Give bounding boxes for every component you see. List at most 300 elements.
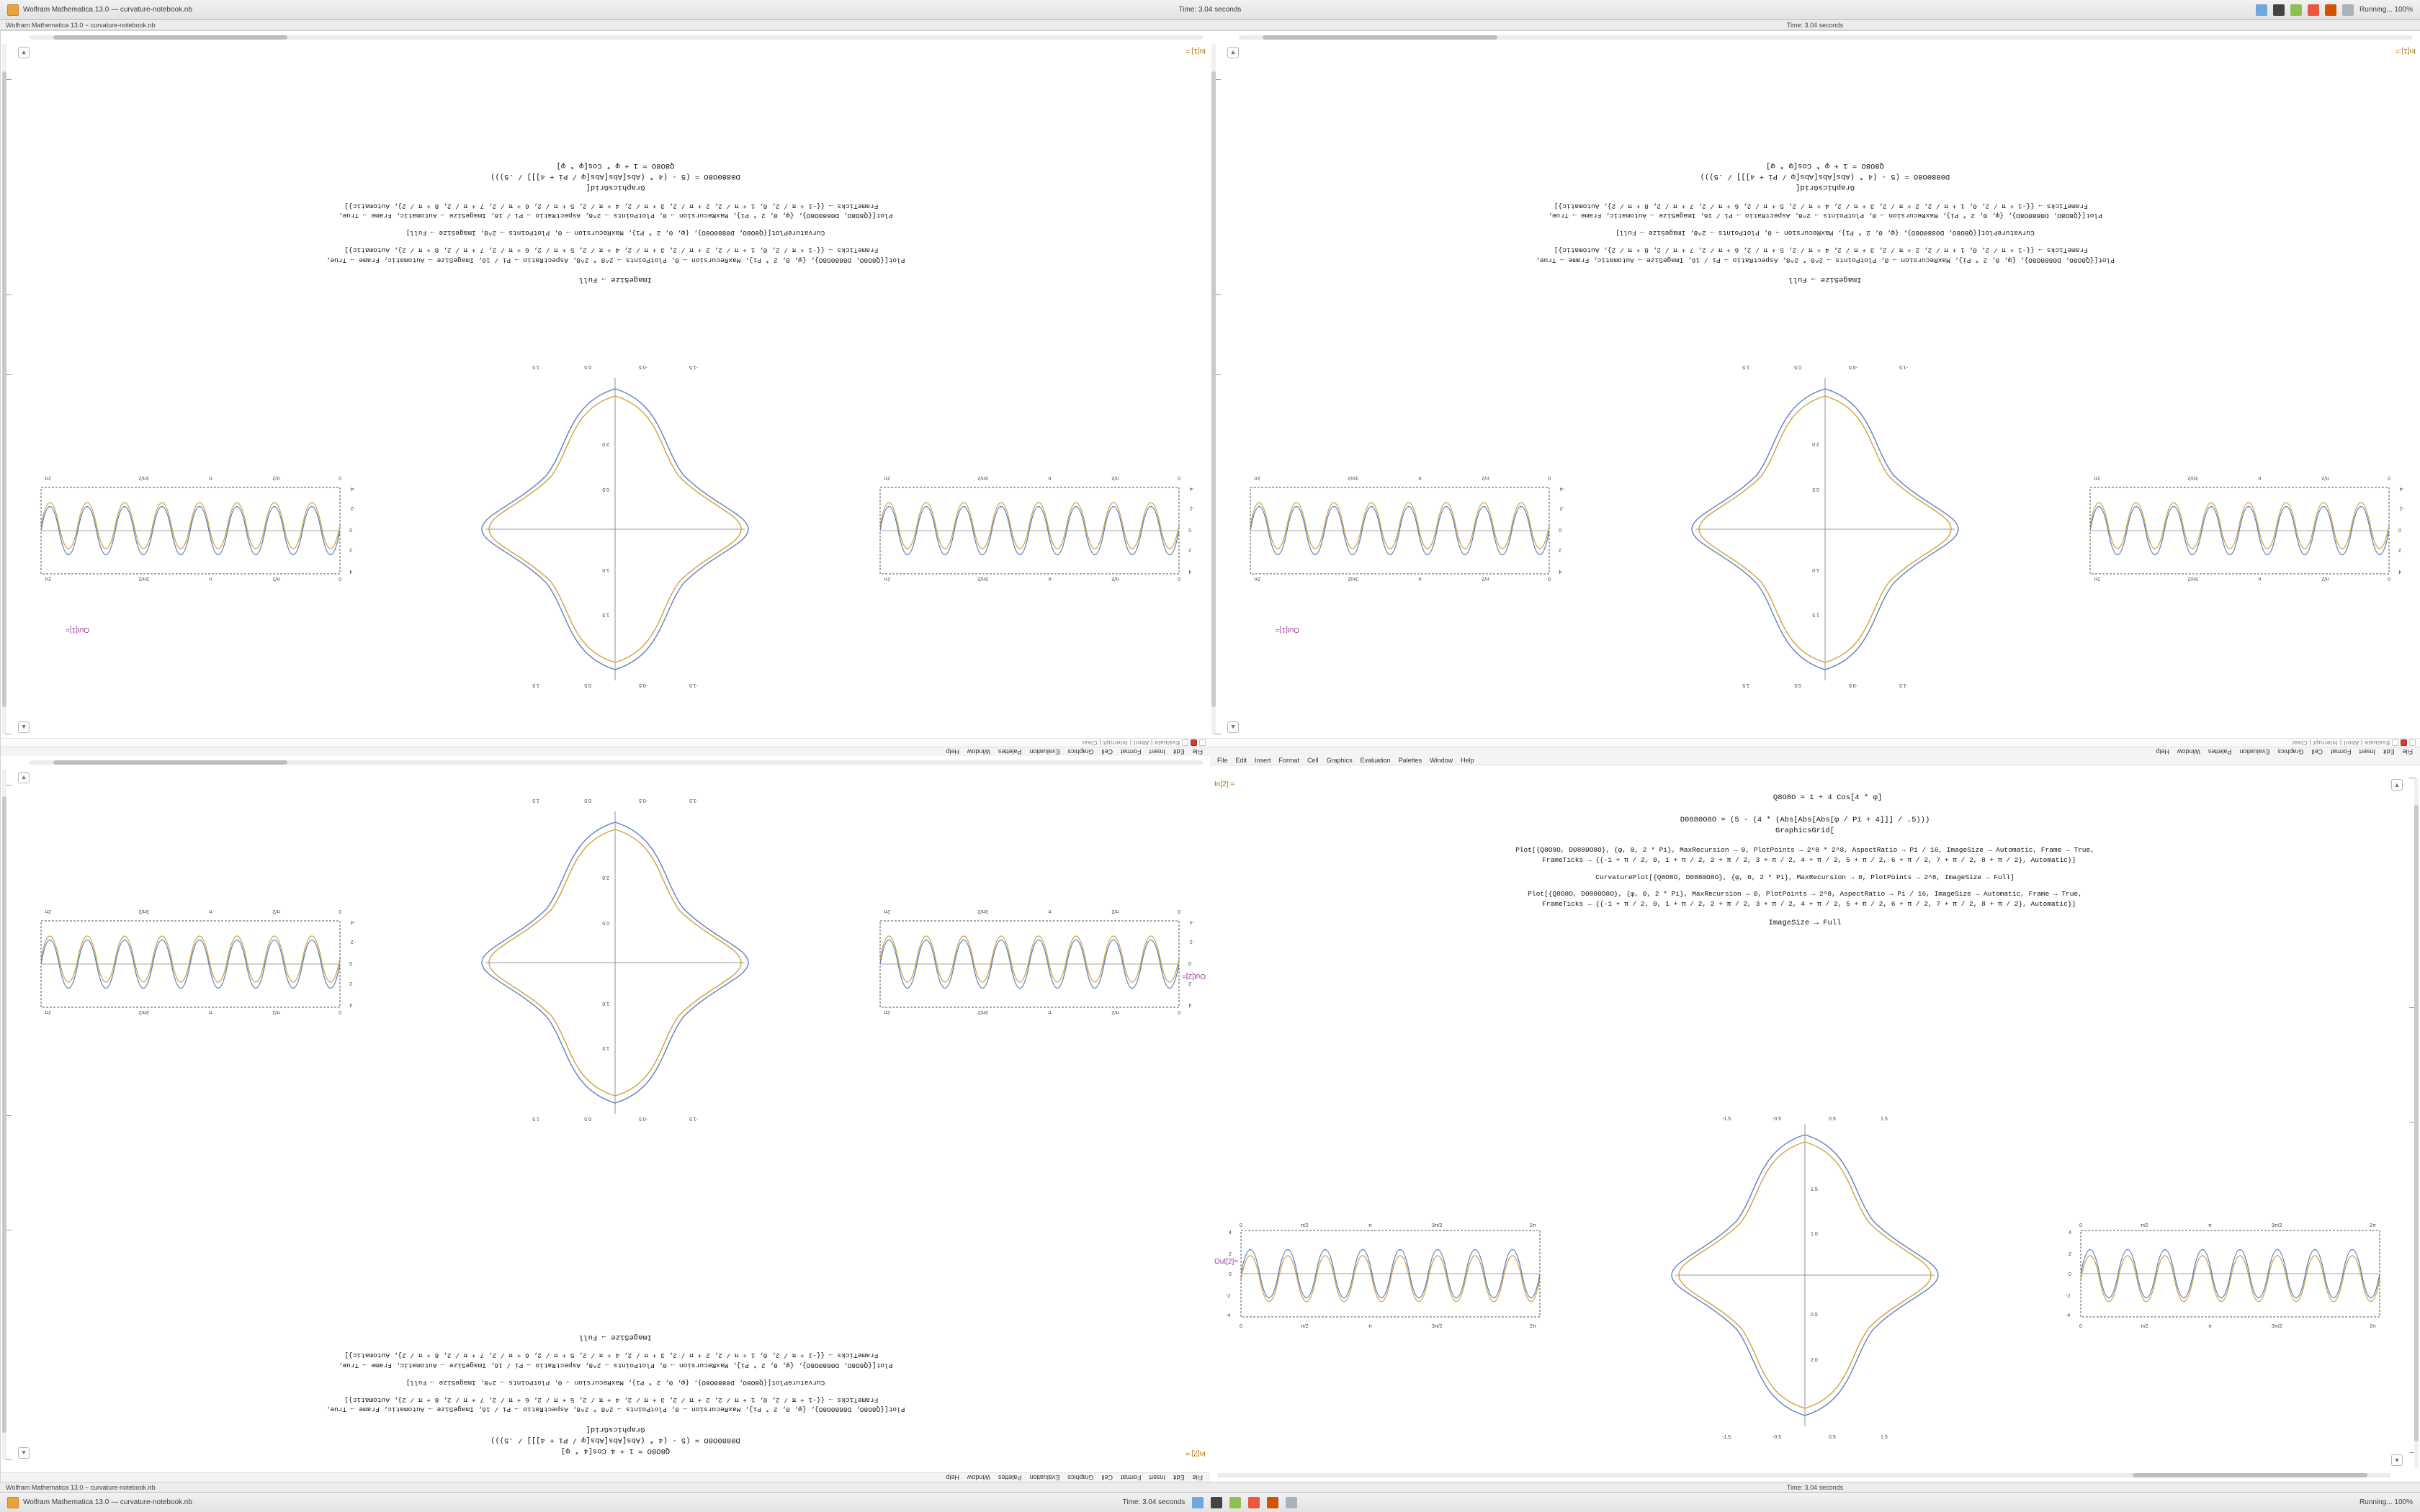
menu-edit-4[interactable]: Edit: [1235, 757, 1247, 764]
svg-text:0.5: 0.5: [584, 798, 592, 803]
menu-cell-2[interactable]: Cell: [2311, 748, 2323, 755]
out-label-3: Out[2]=: [1181, 972, 1206, 980]
code-plot1-a-4: Plot[{Q8O8O, D0880O8O}, {φ, 0, 2 * Pi}, MaxRecursion → 0, PlotPoints → 2^8 * 2^8, AspectRatio → Pi / 16, ImageSize → Automatic, Frame → True,: [1515, 846, 2094, 855]
svg-text:-1.5: -1.5: [1722, 1117, 1731, 1122]
svg-text:-2: -2: [2066, 1293, 2071, 1299]
svg-text:3π/2: 3π/2: [2272, 1223, 2282, 1228]
code-curvature-4: CurvaturePlot[{Q8O8O, D0880O8O}, {φ, 0, 2 * Pi}, MaxRecursion → 0, PlotPoints → 2^8, ImageSize → Full]: [1595, 873, 2015, 881]
polar-rose-plot[interactable]: [447, 360, 785, 698]
svg-text:-2: -2: [2399, 505, 2404, 511]
editor-icon-2[interactable]: [1229, 1497, 1241, 1508]
svg-text:0: 0: [2398, 527, 2401, 533]
svg-text:-4: -4: [1559, 486, 1564, 492]
svg-text:π: π: [209, 909, 212, 914]
svg-text:π: π: [1048, 576, 1052, 582]
svg-text:1.5: 1.5: [602, 612, 610, 617]
svg-text:2: 2: [1188, 547, 1191, 553]
menu-edit-3[interactable]: Edit: [1173, 1474, 1185, 1481]
svg-text:2: 2: [1188, 981, 1191, 986]
svg-text:3π/2: 3π/2: [2187, 475, 2198, 481]
svg-text:π: π: [1368, 1323, 1372, 1329]
svg-text:0.5: 0.5: [1812, 487, 1819, 492]
strip-plot-right[interactable]: [27, 467, 365, 593]
horizontal-scrollbar[interactable]: [30, 35, 1203, 40]
plot-row-bottom-right: [1210, 1106, 2400, 1444]
menu-graphics[interactable]: Graphics: [1067, 748, 1094, 755]
horizontal-scrollbar-2[interactable]: [1239, 35, 2413, 40]
menubar-bottom-right[interactable]: [1210, 756, 2420, 765]
svg-text:3π/2: 3π/2: [138, 475, 149, 481]
svg-text:2: 2: [2398, 547, 2401, 553]
svg-text:π: π: [209, 576, 212, 582]
svg-text:-4: -4: [350, 486, 355, 492]
toolbar-toggle-2[interactable]: [1182, 739, 1188, 746]
collapse-button-top-3[interactable]: ▲: [18, 1447, 30, 1459]
svg-text:0.5: 0.5: [602, 920, 610, 925]
svg-text:2.0: 2.0: [602, 875, 610, 880]
svg-text:2π: 2π: [45, 909, 51, 914]
code-plot2-b: FrameTicks → {{-1 + π / 2, 0, 1 + π / 2, 2 + π / 2, 3 + π / 2, 4 + π / 2, 5 + π / 2, 6 + π / 2, 7 + π / 2, 8 + π / 2}, Automatic}]: [344, 202, 887, 210]
notebook-bottom-left: [1, 756, 1210, 1482]
menubar-top-left[interactable]: [1, 747, 1210, 756]
toolbar-top-left[interactable]: [1, 738, 1210, 747]
svg-text:π/2: π/2: [2321, 475, 2329, 481]
menu-format[interactable]: Format: [1120, 748, 1142, 755]
svg-text:1.5: 1.5: [532, 1116, 540, 1121]
menu-insert[interactable]: Insert: [1149, 748, 1165, 755]
svg-text:π/2: π/2: [272, 1009, 280, 1015]
top-run-status: Running... 100%: [2360, 6, 2413, 14]
horizontal-scrollbar-4[interactable]: [1217, 1473, 2391, 1477]
bottom-titlebar: [0, 1492, 2420, 1512]
code-assign1-4: D0880O8O = (5 - (4 * (Abs[Abs[Abs[φ / Pi + 4]]] / .5))): [1680, 815, 1930, 824]
collapse-button-bottom[interactable]: ▼: [18, 47, 30, 58]
svg-text:0: 0: [1178, 909, 1180, 914]
svg-text:0.5: 0.5: [602, 487, 610, 492]
svg-text:2: 2: [1559, 547, 1561, 553]
menu-edit[interactable]: Edit: [1173, 748, 1185, 755]
code-plot2-a-4: Plot[{Q8O8O, D0880O8O}, {φ, 0, 2 * Pi}, MaxRecursion → 0, PlotPoints → 2^8, AspectRatio → Pi / 16, ImageSize → Automatic, Frame → True,: [1528, 890, 2082, 899]
svg-text:π: π: [1048, 909, 1052, 914]
browser-icon[interactable]: [2308, 4, 2319, 16]
svg-text:-0.5: -0.5: [639, 683, 648, 688]
svg-text:0: 0: [2069, 1272, 2071, 1277]
svg-text:-2: -2: [350, 939, 355, 945]
svg-text:2π: 2π: [884, 1009, 890, 1015]
code-plot1-a-2: Plot[{Q8O8O, D0880O8O}, {φ, 0, 2 * Pi}, MaxRecursion → 0, PlotPoints → 2^8 * 2^8, AspectRatio → Pi / 16, ImageSize → Automatic, Frame → True,: [1536, 256, 2115, 264]
browser-icon-2[interactable]: [1248, 1497, 1260, 1508]
menu-evaluation-3[interactable]: Evaluation: [1029, 1474, 1060, 1481]
svg-text:3π/2: 3π/2: [977, 909, 988, 914]
svg-text:2π: 2π: [2370, 1323, 2376, 1329]
svg-text:2π: 2π: [45, 475, 51, 481]
svg-text:1.0: 1.0: [602, 1001, 610, 1006]
svg-text:1.5: 1.5: [1742, 683, 1749, 688]
menu-format-3[interactable]: Format: [1120, 1474, 1142, 1481]
svg-text:0.5: 0.5: [1794, 683, 1801, 688]
code-plot1-a: Plot[{Q8O8O, D0880O8O}, {φ, 0, 2 * Pi}, MaxRecursion → 0, PlotPoints → 2^8 * 2^8, AspectRatio → Pi / 16, ImageSize → Automatic, Frame → True,: [326, 256, 905, 264]
polar-rose-plot-4[interactable]: [1636, 1106, 1974, 1444]
code-imagesize: ImageSize → Full: [579, 275, 652, 284]
svg-text:-4: -4: [350, 919, 355, 925]
top-status-center-2: Time: 3.04 seconds: [1786, 21, 1844, 29]
menu-insert-4[interactable]: Insert: [1255, 757, 1271, 764]
abort-button[interactable]: [1191, 739, 1197, 746]
vertical-scrollbar-2[interactable]: [1211, 44, 1216, 734]
top-titlebar-right: [1621, 4, 2420, 16]
code-plot1-b-2: FrameTicks → {{-1 + π / 2, 0, 1 + π / 2, 2 + π / 2, 3 + π / 2, 4 + π / 2, 5 + π / 2, 6 + π / 2, 7 + π / 2, 8 + π / 2}, Automatic}]: [1554, 246, 2097, 255]
code-graphicsgrid-3: GraphicsGrid[: [586, 1424, 645, 1434]
code-block-top-left[interactable]: [21, 159, 1210, 284]
plot-row-top-left: [21, 360, 1210, 698]
svg-text:π: π: [2258, 475, 2262, 481]
terminal-icon[interactable]: [2273, 4, 2285, 16]
menu-cell[interactable]: Cell: [1101, 748, 1113, 755]
svg-text:2π: 2π: [2370, 1223, 2376, 1228]
svg-text:0: 0: [349, 527, 352, 533]
svg-text:0: 0: [2079, 1323, 2082, 1329]
menu-window-4[interactable]: Window: [1430, 757, 1453, 764]
svg-text:2: 2: [349, 547, 352, 553]
toolbar-hint-2: Evaluate | Abort | Interrupt | Clear: [2291, 739, 2390, 746]
menu-edit-2[interactable]: Edit: [2383, 748, 2395, 755]
svg-text:2π: 2π: [884, 475, 890, 481]
vertical-scrollbar-3[interactable]: [2, 769, 6, 1460]
top-status-left: Wolfram Mathematica 13.0 ~ curvature-notebook.nb: [6, 21, 156, 29]
svg-text:π/2: π/2: [1301, 1323, 1309, 1329]
svg-text:3π/2: 3π/2: [1348, 576, 1358, 582]
code-plot2-a-3: Plot[{Q8O8O, D0880O8O}, {φ, 0, 2 * Pi}, MaxRecursion → 0, PlotPoints → 2^8, AspectRatio → Pi / 16, ImageSize → Automatic, Frame → True,: [338, 1362, 893, 1370]
code-imagesize-2: ImageSize → Full: [1788, 275, 1862, 284]
vertical-scrollbar[interactable]: [2, 44, 6, 734]
app-icon-2: [7, 1497, 19, 1508]
code-plot1-b: FrameTicks → {{-1 + π / 2, 0, 1 + π / 2, 2 + π / 2, 3 + π / 2, 4 + π / 2, 5 + π / 2, 6 + π / 2, 7 + π / 2, 8 + π / 2}, Automatic}]: [344, 246, 887, 255]
strip-plot-right-3[interactable]: [27, 900, 365, 1026]
collapse-button-bottom-3[interactable]: ▼: [18, 772, 30, 783]
code-block-top-right[interactable]: [1230, 159, 2420, 284]
strip-plot-right-4[interactable]: [2056, 1212, 2394, 1338]
svg-text:2.0: 2.0: [1811, 1358, 1818, 1363]
svg-text:1.0: 1.0: [1811, 1232, 1818, 1237]
svg-text:π/2: π/2: [2321, 576, 2329, 582]
code-graphicsgrid-2: GraphicsGrid[: [1796, 182, 1855, 192]
svg-text:-0.5: -0.5: [1773, 1117, 1782, 1122]
menu-window-2[interactable]: Window: [2177, 748, 2200, 755]
svg-text:1.0: 1.0: [1812, 567, 1819, 572]
svg-text:π/2: π/2: [2141, 1323, 2148, 1329]
svg-text:0: 0: [1240, 1223, 1242, 1228]
polar-rose-plot-2[interactable]: [1656, 360, 1994, 698]
svg-text:π: π: [209, 1009, 212, 1015]
collapse-button-bottom-4[interactable]: ▼: [2391, 1454, 2403, 1466]
menu-cell-3[interactable]: Cell: [1101, 1474, 1113, 1481]
svg-text:π: π: [1048, 475, 1052, 481]
svg-text:4: 4: [1229, 1230, 1232, 1236]
notebook-grid: [0, 30, 2420, 1482]
svg-text:2.0: 2.0: [602, 441, 610, 446]
collapse-button-bottom-2[interactable]: ▼: [1227, 47, 1239, 58]
menu-window[interactable]: Window: [967, 748, 990, 755]
svg-text:4: 4: [1188, 1002, 1191, 1008]
menu-evaluation-4[interactable]: Evaluation: [1360, 757, 1391, 764]
bottom-window-title: Wolfram Mathematica 13.0 — curvature-notebook.nb: [23, 1498, 192, 1506]
code-imagesize-4: ImageSize → Full: [1768, 918, 1842, 927]
menu-help[interactable]: Help: [946, 748, 959, 755]
svg-text:0: 0: [339, 576, 341, 582]
svg-text:0: 0: [1188, 960, 1191, 966]
svg-text:2: 2: [1229, 1251, 1232, 1257]
svg-text:3π/2: 3π/2: [977, 576, 988, 582]
svg-text:-0.5: -0.5: [639, 798, 648, 803]
out-label-2: Out[1]=: [1275, 626, 1299, 634]
strip-plot-right-2[interactable]: [1236, 467, 1574, 593]
svg-text:-0.5: -0.5: [639, 364, 648, 369]
menu-file[interactable]: File: [1192, 748, 1203, 755]
svg-text:1.5: 1.5: [532, 364, 540, 369]
svg-text:0: 0: [339, 475, 341, 481]
menu-help-2[interactable]: Help: [2156, 748, 2169, 755]
top-titlebar: [0, 0, 2420, 20]
editor-icon[interactable]: [2290, 4, 2302, 16]
code-plot2-b-4: FrameTicks → {{-1 + π / 2, 0, 1 + π / 2, 2 + π / 2, 3 + π / 2, 4 + π / 2, 5 + π / 2, 6 + π / 2, 7 + π / 2, 8 + π / 2}, Automatic}]: [1533, 900, 2076, 909]
svg-text:π: π: [1418, 576, 1422, 582]
code-assign2: Q8O8O = 1 + φ * Cos[φ * φ]: [556, 161, 675, 170]
code-assign1: D0880O8O = (5 - (4 * (Abs[Abs[Abs[φ / Pi + 4]]] / .5))): [490, 171, 740, 181]
svg-text:-4: -4: [2399, 486, 2404, 492]
svg-text:3π/2: 3π/2: [977, 1009, 988, 1015]
top-titlebar-left: [0, 4, 799, 16]
strip-plot-left-3[interactable]: [866, 900, 1204, 1026]
plot-row-top-right: [1230, 360, 2420, 698]
in-label-4: In[2]:=: [1214, 780, 1235, 788]
svg-text:3π/2: 3π/2: [1432, 1223, 1443, 1228]
menu-help-3[interactable]: Help: [946, 1474, 959, 1481]
svg-text:2π: 2π: [884, 909, 890, 914]
code-graphicsgrid: GraphicsGrid[: [586, 182, 645, 192]
svg-text:π: π: [209, 475, 212, 481]
svg-text:0: 0: [1240, 1323, 1242, 1329]
vertical-scrollbar-4[interactable]: [2414, 778, 2419, 1469]
toolbar-toggle-1[interactable]: [1199, 739, 1206, 746]
svg-text:-1.5: -1.5: [689, 683, 699, 688]
svg-text:2π: 2π: [884, 576, 890, 582]
menu-insert-2[interactable]: Insert: [2359, 748, 2375, 755]
svg-text:π/2: π/2: [272, 576, 280, 582]
svg-text:-2: -2: [1189, 505, 1194, 511]
svg-text:-4: -4: [1189, 919, 1194, 925]
menu-file-4[interactable]: File: [1217, 757, 1228, 764]
svg-text:0.5: 0.5: [584, 364, 592, 369]
svg-text:π: π: [2258, 576, 2262, 582]
svg-text:3π/2: 3π/2: [138, 576, 149, 582]
svg-text:-0.5: -0.5: [1773, 1435, 1782, 1440]
svg-text:0: 0: [2388, 576, 2390, 582]
svg-text:0.5: 0.5: [1794, 364, 1801, 369]
menu-file-3[interactable]: File: [1192, 1474, 1203, 1481]
svg-text:π/2: π/2: [1111, 475, 1119, 481]
menubar-bottom-left[interactable]: [1, 1472, 1210, 1482]
svg-text:1.5: 1.5: [1742, 364, 1749, 369]
svg-text:0.5: 0.5: [584, 683, 592, 688]
notebook-top-left: [1, 31, 1210, 756]
svg-text:π/2: π/2: [1301, 1223, 1309, 1228]
menu-format-4[interactable]: Format: [1278, 757, 1300, 764]
code-plot1-b-4: FrameTicks → {{-1 + π / 2, 0, 1 + π / 2, 2 + π / 2, 3 + π / 2, 4 + π / 2, 5 + π / 2, 6 + π / 2, 7 + π / 2, 8 + π / 2}, Automatic}]: [1533, 855, 2076, 864]
svg-text:1.5: 1.5: [602, 1045, 610, 1050]
svg-text:0: 0: [1178, 1009, 1180, 1015]
toolbar-toggle-4[interactable]: [2392, 739, 2398, 746]
svg-text:1.5: 1.5: [1881, 1117, 1888, 1122]
svg-text:π: π: [2208, 1323, 2212, 1329]
svg-text:2π: 2π: [1530, 1223, 1536, 1228]
bottom-run-status: Running... 100%: [2360, 1498, 2413, 1506]
svg-text:2π: 2π: [2094, 576, 2100, 582]
svg-text:1.5: 1.5: [1881, 1435, 1888, 1440]
menu-graphics-4[interactable]: Graphics: [1326, 757, 1353, 764]
menu-help-4[interactable]: Help: [1461, 757, 1474, 764]
svg-text:1.5: 1.5: [1812, 612, 1819, 617]
bottom-titlebar-right: [1621, 1498, 2420, 1506]
files-icon[interactable]: [2256, 4, 2267, 16]
svg-text:-2: -2: [1559, 505, 1564, 511]
menu-insert-3[interactable]: Insert: [1149, 1474, 1165, 1481]
svg-text:3π/2: 3π/2: [2272, 1323, 2282, 1329]
svg-text:π/2: π/2: [1482, 576, 1489, 582]
svg-text:0: 0: [1548, 576, 1551, 582]
menu-palettes-2[interactable]: Palettes: [2208, 748, 2232, 755]
svg-text:π/2: π/2: [272, 909, 280, 914]
menu-palettes-4[interactable]: Palettes: [1398, 757, 1422, 764]
svg-text:-4: -4: [1226, 1313, 1231, 1318]
toolbar-top-right[interactable]: [1210, 738, 2420, 747]
polar-rose-plot-3[interactable]: [447, 793, 785, 1132]
svg-text:π/2: π/2: [1111, 909, 1119, 914]
collapse-button-top-4[interactable]: ▲: [2391, 779, 2403, 791]
code-plot1-b-3: FrameTicks → {{-1 + π / 2, 0, 1 + π / 2, 2 + π / 2, 3 + π / 2, 4 + π / 2, 5 + π / 2, 6 + π / 2, 7 + π / 2, 8 + π / 2}, Automatic}]: [344, 1395, 887, 1404]
svg-text:-1.5: -1.5: [689, 364, 699, 369]
in-label-2: In[1]:=: [2395, 47, 2416, 55]
svg-text:-0.5: -0.5: [1848, 364, 1857, 369]
collapse-button-top-2[interactable]: ▲: [1227, 721, 1239, 733]
svg-text:4: 4: [2069, 1230, 2071, 1236]
code-plot2-b-3: FrameTicks → {{-1 + π / 2, 0, 1 + π / 2, 2 + π / 2, 3 + π / 2, 4 + π / 2, 5 + π / 2, 6 + π / 2, 7 + π / 2, 8 + π / 2}, Automatic}]: [344, 1351, 887, 1360]
notebook-bottom-right: [1210, 756, 2420, 1482]
svg-text:1.5: 1.5: [1811, 1187, 1818, 1192]
svg-text:-1.5: -1.5: [689, 798, 699, 803]
notebook-top-right: [1210, 31, 2420, 756]
code-plot1-a-3: Plot[{Q8O8O, D0880O8O}, {φ, 0, 2 * Pi}, MaxRecursion → 0, PlotPoints → 2^8 * 2^8, AspectRatio → Pi / 16, ImageSize → Automatic, Frame → True,: [326, 1405, 905, 1414]
svg-text:-2: -2: [1189, 939, 1194, 945]
collapse-button-top[interactable]: ▲: [18, 721, 30, 733]
svg-text:0: 0: [1559, 527, 1561, 533]
svg-text:4: 4: [349, 569, 352, 575]
svg-text:-1.5: -1.5: [1899, 364, 1908, 369]
svg-text:0: 0: [339, 909, 341, 914]
strip-plot-left-2[interactable]: [2076, 467, 2414, 593]
svg-text:0: 0: [2388, 475, 2390, 481]
menu-window-3[interactable]: Window: [967, 1474, 990, 1481]
svg-text:-0.5: -0.5: [1848, 683, 1857, 688]
svg-text:1.5: 1.5: [532, 683, 540, 688]
bottom-titlebar-left: [0, 1497, 799, 1508]
bottom-status-left: Wolfram Mathematica 13.0 ~ curvature-notebook.nb: [6, 1483, 156, 1491]
toolbar-toggle-3[interactable]: [2409, 739, 2416, 746]
code-assign1-2: D0880O8O = (5 - (4 * (Abs[Abs[Abs[φ / Pi + 4]]] / .5))): [1700, 171, 1950, 181]
code-plot2-b-2: FrameTicks → {{-1 + π / 2, 0, 1 + π / 2, 2 + π / 2, 3 + π / 2, 4 + π / 2, 5 + π / 2, 6 + π / 2, 7 + π / 2, 8 + π / 2}, Automatic}]: [1554, 202, 2097, 210]
svg-text:2: 2: [2069, 1251, 2071, 1257]
code-block-bottom-right[interactable]: [1210, 782, 2400, 929]
notebook-pane-top-right: [1210, 30, 2420, 756]
code-curvature-3: CurvaturePlot[{Q8O8O, D0880O8O}, {φ, 0, 2 * Pi}, MaxRecursion → 0, PlotPoints → 2^8, ImageSize → Full]: [405, 1378, 825, 1387]
top-time-status: Time: 3.04 seconds: [1178, 6, 1242, 14]
menu-palettes-3[interactable]: Palettes: [998, 1474, 1022, 1481]
terminal-icon-2[interactable]: [1211, 1497, 1222, 1508]
menu-format-2[interactable]: Format: [2330, 748, 2352, 755]
svg-text:π/2: π/2: [1482, 475, 1489, 481]
notebook-pane-bottom-left: [0, 756, 1210, 1482]
svg-text:2π: 2π: [45, 1009, 51, 1015]
menu-file-2[interactable]: File: [2402, 748, 2413, 755]
strip-plot-left-4[interactable]: [1216, 1212, 1554, 1338]
menu-graphics-2[interactable]: Graphics: [2277, 748, 2304, 755]
code-graphicsgrid-4: GraphicsGrid[: [1775, 826, 1834, 835]
bottom-time-status: Time: 3.04 seconds: [1122, 1498, 1186, 1506]
svg-text:-1.5: -1.5: [1722, 1435, 1731, 1440]
svg-text:0.5: 0.5: [584, 1116, 592, 1121]
menu-evaluation-2[interactable]: Evaluation: [2239, 748, 2270, 755]
svg-text:3π/2: 3π/2: [2187, 576, 2198, 582]
settings-icon-2[interactable]: [1286, 1497, 1297, 1508]
notebook-pane-bottom-right: [1210, 756, 2420, 1482]
svg-text:0: 0: [339, 1009, 341, 1015]
svg-text:-2: -2: [350, 505, 355, 511]
svg-text:3π/2: 3π/2: [138, 1009, 149, 1015]
code-assign1-3: D0880O8O = (5 - (4 * (Abs[Abs[Abs[φ / Pi + 4]]] / .5))): [490, 1435, 740, 1444]
svg-text:1.0: 1.0: [602, 567, 610, 572]
svg-text:2π: 2π: [1254, 475, 1260, 481]
top-titlebar-center: [799, 6, 1621, 14]
code-curvature-2: CurvaturePlot[{Q8O8O, D0880O8O}, {φ, 0, 2 * Pi}, MaxRecursion → 0, PlotPoints → 2^8, ImageSize → Full]: [1615, 229, 2035, 238]
code-imagesize-3: ImageSize → Full: [579, 1332, 652, 1341]
menu-palettes[interactable]: Palettes: [998, 748, 1022, 755]
mathematica-icon[interactable]: [2325, 4, 2336, 16]
svg-text:π/2: π/2: [1111, 1009, 1119, 1015]
code-definition-text: Q8O8O = 1 + 4 Cos[4 * φ]: [1773, 793, 1883, 803]
mathematica-icon-2[interactable]: [1267, 1497, 1278, 1508]
menubar-top-right[interactable]: [1210, 747, 2420, 756]
code-plot2-a-2: Plot[{Q8O8O, D0880O8O}, {φ, 0, 2 * Pi}, MaxRecursion → 0, PlotPoints → 2^8, AspectRatio → Pi / 16, ImageSize → Automatic, Frame → True,: [1548, 212, 2102, 220]
settings-icon[interactable]: [2342, 4, 2354, 16]
plot-row-bottom-left: [21, 793, 1210, 1132]
menu-evaluation[interactable]: Evaluation: [1029, 748, 1060, 755]
files-icon-2[interactable]: [1192, 1497, 1204, 1508]
abort-button-2[interactable]: [2401, 739, 2407, 746]
code-block-bottom-left[interactable]: [21, 1331, 1210, 1456]
horizontal-scrollbar-3[interactable]: [30, 760, 1203, 765]
strip-plot-left[interactable]: [866, 467, 1204, 593]
menu-graphics-3[interactable]: Graphics: [1067, 1474, 1094, 1481]
svg-text:0: 0: [1548, 475, 1551, 481]
svg-text:-2: -2: [1226, 1293, 1231, 1299]
svg-text:π/2: π/2: [2141, 1223, 2148, 1228]
svg-text:2π: 2π: [1254, 576, 1260, 582]
app-icon: [7, 4, 19, 16]
svg-text:π: π: [1048, 1009, 1052, 1015]
out-label-1: Out[1]=: [65, 626, 89, 634]
menu-cell-4[interactable]: Cell: [1307, 757, 1319, 764]
out-label-4: Out[2]=: [1214, 1258, 1239, 1266]
svg-text:4: 4: [1559, 569, 1561, 575]
